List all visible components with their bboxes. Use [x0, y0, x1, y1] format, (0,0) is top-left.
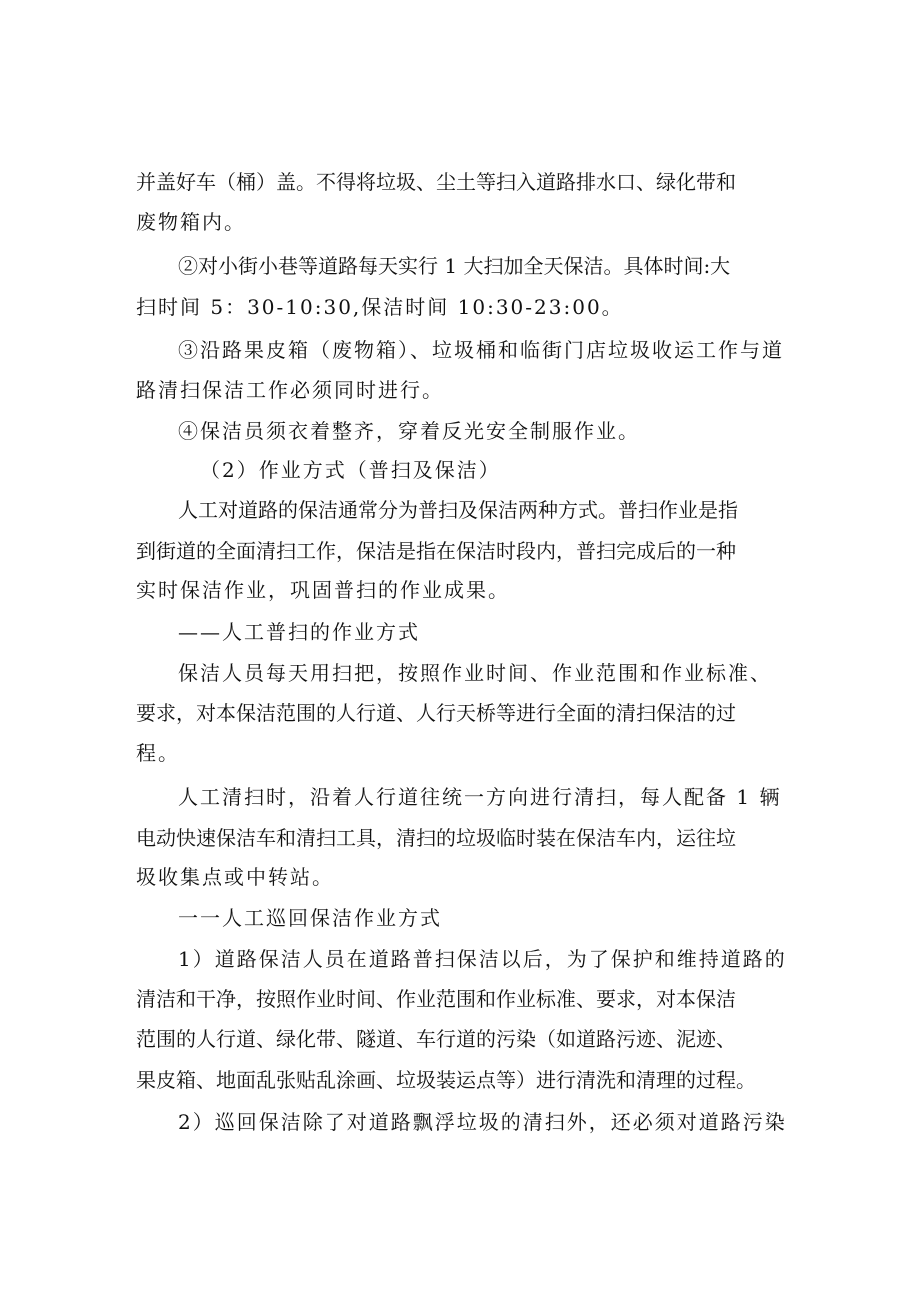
text-line: ②对小街小巷等道路每天实行 1 大扫加全天保洁。具体时间:大: [178, 254, 731, 278]
text-line: 范围的人行道、绿化带、隧道、车行道的污染（如道路污迹、泥迹、: [136, 1027, 736, 1051]
text-line: 果皮箱、地面乱张贴乱涂画、垃圾装运点等）进行清洗和清理的过程。: [136, 1068, 756, 1092]
text-line: 实时保洁作业，巩固普扫的作业成果。: [136, 578, 510, 602]
text-line: 清洁和干净，按照作业时间、作业范围和作业标准、要求，对本保洁: [136, 987, 736, 1011]
text-line: 人工清扫时，沿着人行道往统一方向进行清扫，每人配备 1 辆: [178, 785, 782, 809]
text-line: 要求，对本保洁范围的人行道、人行天桥等进行全面的清扫保洁的过: [136, 701, 736, 725]
text-line: 1）道路保洁人员在道路普扫保洁以后，为了保护和维持道路的: [178, 947, 787, 971]
text-line: ④保洁员须衣着整齐，穿着反光安全制服作业。: [178, 419, 640, 443]
text-line: 到街道的全面清扫工作，保洁是指在保洁时段内，普扫完成后的一种: [136, 539, 736, 563]
text-line: 电动快速保洁车和清扫工具，清扫的垃圾临时装在保洁车内，运往垃: [136, 826, 736, 850]
text-line: 保洁人员每天用扫把，按照作业时间、作业范围和作业标准、: [178, 661, 772, 685]
section-heading: （2）作业方式（普扫及保洁）: [200, 458, 501, 482]
text-line: 2）巡回保洁除了对道路飘浮垃圾的清扫外，还必须对道路污染: [178, 1110, 787, 1134]
text-line: 圾收集点或中转站。: [136, 865, 334, 889]
text-line: ③沿路果皮箱（废物箱）、垃圾桶和临街门店垃圾收运工作与道: [178, 338, 784, 362]
text-line: 并盖好车（桶）盖。不得将垃圾、尘土等扫入道路排水口、绿化带和: [136, 170, 736, 194]
text-line: 扫时间 5：30-10:30,保洁时间 10:30-23:00。: [136, 295, 624, 319]
text-line: 路清扫保洁工作必须同时进行。: [136, 378, 444, 402]
subheading: ——人工普扫的作业方式: [178, 620, 420, 644]
text-line: 废物箱内。: [136, 210, 246, 234]
subheading: 一一人工巡回保洁作业方式: [178, 906, 442, 930]
text-line: 程。: [136, 741, 180, 765]
text-line: 人工对道路的保洁通常分为普扫及保洁两种方式。普扫作业是指: [178, 498, 738, 522]
